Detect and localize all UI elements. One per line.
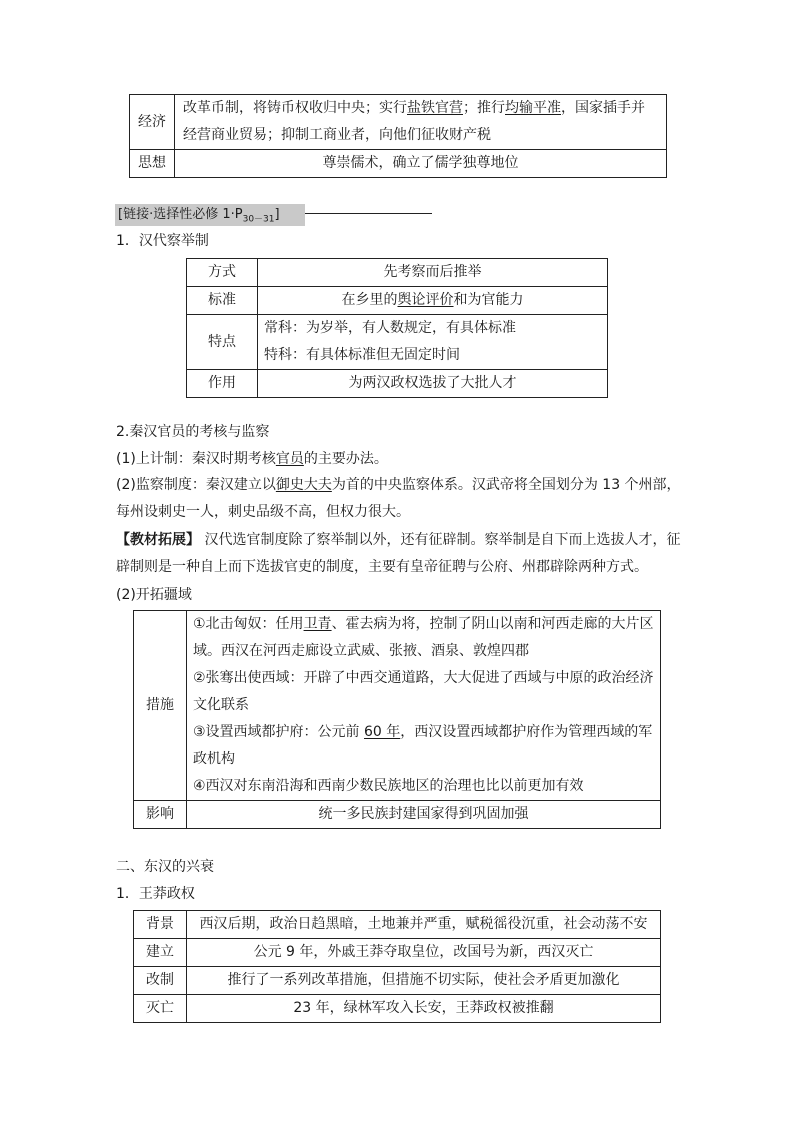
row-content: 公元 9 年，外戚王莽夺取皇位，改国号为新，西汉灭亡: [187, 939, 661, 967]
table-row: [134, 801, 661, 829]
table-row: [130, 150, 667, 178]
row-label: 思想: [130, 150, 175, 178]
table-row: [187, 259, 608, 287]
row-label: 方式: [187, 259, 258, 287]
table-row: [134, 967, 661, 995]
part-heading: 二、东汉的兴衰: [116, 859, 214, 875]
row-content: 常科：为岁举，有人数规定，有具体标准 特科：有具体标准但无固定时间: [258, 315, 608, 370]
row-content: 23 年，绿林军攻入长安，王莽政权被推翻: [187, 995, 661, 1023]
row-label: 影响: [134, 801, 187, 829]
table-row: [134, 611, 661, 801]
qin-han-table: [129, 94, 667, 178]
row-content: ①北击匈奴：任用卫青、霍去病为将，控制了阴山以南和河西走廊的大片区域。西汉在河西走廊设立武威、张掖、酒泉、敦煌四郡 ②张骞出使西域：开辟了中西交通道路，大大促进了西域与中原的政治经济文化联系 ③设置西域都护府：公元前 60 年，西汉设置西域都护府作为管理西域的军政机构 ④西汉对东南沿海和西南少数民族地区的治理也比以前更加有效: [187, 611, 661, 801]
row-content: 推行了一系列改革措施，但措施不切实际，使社会矛盾更加激化: [187, 967, 661, 995]
row-label: 经济: [130, 95, 175, 150]
row-label: 特点: [187, 315, 258, 370]
table-row: [187, 287, 608, 315]
row-label: 措施: [134, 611, 187, 801]
territory-table: [133, 610, 661, 829]
table-row: [134, 911, 661, 939]
row-label: 建立: [134, 939, 187, 967]
row-content: 统一多民族封建国家得到巩固加强: [187, 801, 661, 829]
row-content: 改革币制，将铸币权收归中央；实行盐铁官营；推行均输平准，国家插手并经营商业贸易；抑制工商业者，向他们征收财产税: [175, 95, 667, 150]
section-heading: (2)开拓疆域: [116, 587, 192, 603]
row-content: 先考察而后推举: [258, 259, 608, 287]
row-content: 西汉后期，政治日趋黑暗，土地兼并严重，赋税徭役沉重，社会动荡不安: [187, 911, 661, 939]
link-reference: [链接·选择性必修 $1\cdot P_{30-31}$]: [115, 204, 305, 226]
row-content: 为两汉政权选拔了大批人才: [258, 370, 608, 398]
chaju-table: [186, 258, 608, 398]
wang-mang-table: [133, 910, 661, 1023]
row-content: 尊崇儒术，确立了儒学独尊地位: [175, 150, 667, 178]
table-row: [134, 939, 661, 967]
row-label: 改制: [134, 967, 187, 995]
row-label: 灭亡: [134, 995, 187, 1023]
section-heading: 2.秦汉官员的考核与监察: [116, 424, 270, 440]
row-label: 背景: [134, 911, 187, 939]
row-label: 标准: [187, 287, 258, 315]
table-row: [187, 315, 608, 370]
table-row: [187, 370, 608, 398]
textbook-expansion: 【教材拓展】 汉代选官制度除了察举制以外，还有征辟制。察举制是自下而上选拔人才，征辟制则是一种自上而下选拔官吏的制度，主要有皇帝征聘与公府、州郡辟除两种方式。: [116, 532, 681, 575]
link-rule-divider: [305, 213, 432, 214]
table-row: [134, 995, 661, 1023]
table-row: [130, 95, 667, 150]
section-heading: 1．汉代察举制: [116, 233, 209, 249]
paragraph: (2)监察制度：秦汉建立以御史大夫为首的中央监察体系。汉武帝将全国划分为 13 个州部，每州设刺史一人，刺史品级不高，但权力很大。: [116, 477, 681, 520]
row-content: 在乡里的舆论评价和为官能力: [258, 287, 608, 315]
section-heading: 1．王莽政权: [116, 886, 195, 902]
paragraph: (1)上计制：秦汉时期考核官员的主要办法。: [116, 451, 388, 467]
row-label: 作用: [187, 370, 258, 398]
